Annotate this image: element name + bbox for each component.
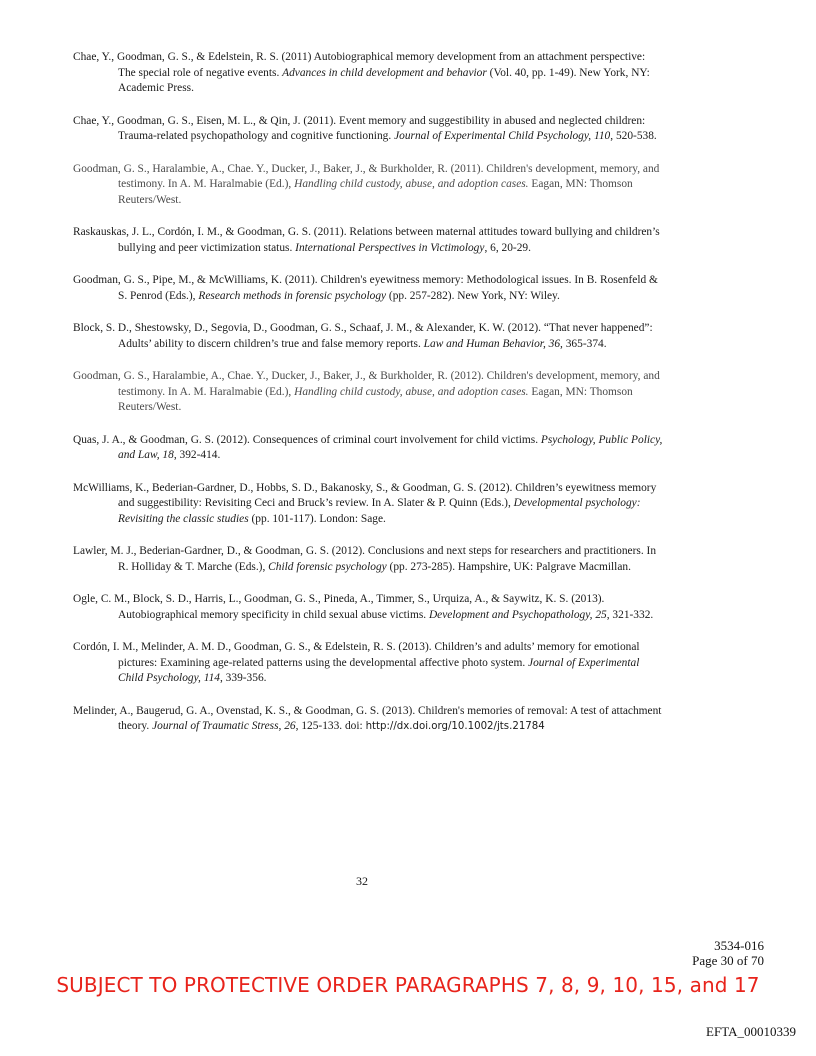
reference-item: Raskauskas, J. L., Cordón, I. M., & Goodman, G. S. (2011). Relations between maternal attitudes toward bullying and children’s bullying and peer victimization status. International Perspectives in Victimology, 6, 20-29. bbox=[73, 226, 660, 254]
reference-item: Cordón, I. M., Melinder, A. M. D., Goodman, G. S., & Edelstein, R. S. (2013). Children’s and adults’ memory for emotional pictures: Examining age-related patterns using the developmental affective photo system. Journal of Experimental Child Psychology, 114, 339-356. bbox=[73, 641, 640, 684]
reference-list bbox=[73, 50, 663, 752]
reference-item: Goodman, G. S., Haralambie, A., Chae. Y., Ducker, J., Baker, J., & Burkholder, R. (2012). Children's development, memory, and testimony. In A. M. Haralmabie (Ed.), Handling child custody, abuse, and adoption cases. Eagan, MN: Thomson Reuters/West. bbox=[73, 370, 660, 413]
reference-item: Block, S. D., Shestowsky, D., Segovia, D., Goodman, G. S., Schaaf, J. M., & Alexander, K. W. (2012). “That never happened”: Adults’ ability to discern children’s true and false memory reports. Law and Human Behavior, 36, 365-374. bbox=[73, 322, 653, 350]
protective-order-banner: SUBJECT TO PROTECTIVE ORDER PARAGRAPHS 7, 8, 9, 10, 15, and 17 bbox=[56, 973, 760, 997]
reference-item: Goodman, G. S., Pipe, M., & McWilliams, K. (2011). Children's eyewitness memory: Methodological issues. In B. Rosenfeld & S. Penrod (Eds.), Research methods in forensic psychology (pp. 257-282). New York, NY: Wiley. bbox=[73, 274, 658, 302]
page-number: 32 bbox=[356, 874, 368, 888]
reference-item: Goodman, G. S., Haralambie, A., Chae. Y., Ducker, J., Baker, J., & Burkholder, R. (2011). Children's development, memory, and testimony. In A. M. Haralmabie (Ed.), Handling child custody, abuse, and adoption cases. Eagan, MN: Thomson Reuters/West. bbox=[73, 162, 660, 206]
doi-link: http://dx.doi.org/10.1002/jts.21784 bbox=[365, 721, 545, 732]
reference-item: Ogle, C. M., Block, S. D., Harris, L., Goodman, G. S., Pineda, A., Timmer, S., Urquiza, A., & Saywitz, K. S. (2013). Autobiographical memory specificity in child sexual abuse victims. Development and Psychopathology, 25, 321-332. bbox=[73, 593, 654, 621]
reference-item: Chae, Y., Goodman, G. S., & Edelstein, R. S. (2011) Autobiographical memory development from an attachment perspective: The special role of negative events. Advances in child development and behavior (Vol. 40, pp. 1-49). New York, NY: Academic Press. bbox=[73, 51, 650, 94]
bates-number: EFTA_00010339 bbox=[706, 1024, 796, 1039]
reference-item: Lawler, M. J., Bederian-Gardner, D., & Goodman, G. S. (2012). Conclusions and next steps for researchers and practitioners. In R. Holliday & T. Marche (Eds.), Child forensic psychology (pp. 273-285). Hampshire, UK: Palgrave Macmillan. bbox=[73, 545, 657, 573]
reference-item: Melinder, A., Baugerud, G. A., Ovenstad, K. S., & Goodman, G. S. (2013). Children's memories of removal: A test of attachment theory. Journal of Traumatic Stress, 26, 125-133. doi: http://dx.doi.org/10.1002/jts.21784 bbox=[73, 704, 662, 732]
stamp-id: 3534-016 bbox=[714, 938, 764, 953]
stamp-page: Page 30 of 70 bbox=[692, 953, 764, 968]
reference-item: Chae, Y., Goodman, G. S., Eisen, M. L., & Qin, J. (2011). Event memory and suggestibility in abused and neglected children: Trauma-related psychopathology and cognitive functioning. Journal of Experimental Child Psychology, 110, 520-538. bbox=[73, 114, 657, 142]
reference-item: Quas, J. A., & Goodman, G. S. (2012). Consequences of criminal court involvement for child victims. Psychology, Public Policy, and Law, 18, 392-414. bbox=[73, 433, 663, 461]
document-stamp bbox=[692, 938, 764, 968]
reference-item: McWilliams, K., Bederian-Gardner, D., Hobbs, S. D., Bakanosky, S., & Goodman, G. S. (2012). Children’s eyewitness memory and suggestibility: Revisiting Ceci and Bruck’s review. In A. Slater & P. Quinn (Eds.), Developmental psychology: Revisiting the classic studies (pp. 101-117). London: Sage. bbox=[73, 481, 657, 525]
